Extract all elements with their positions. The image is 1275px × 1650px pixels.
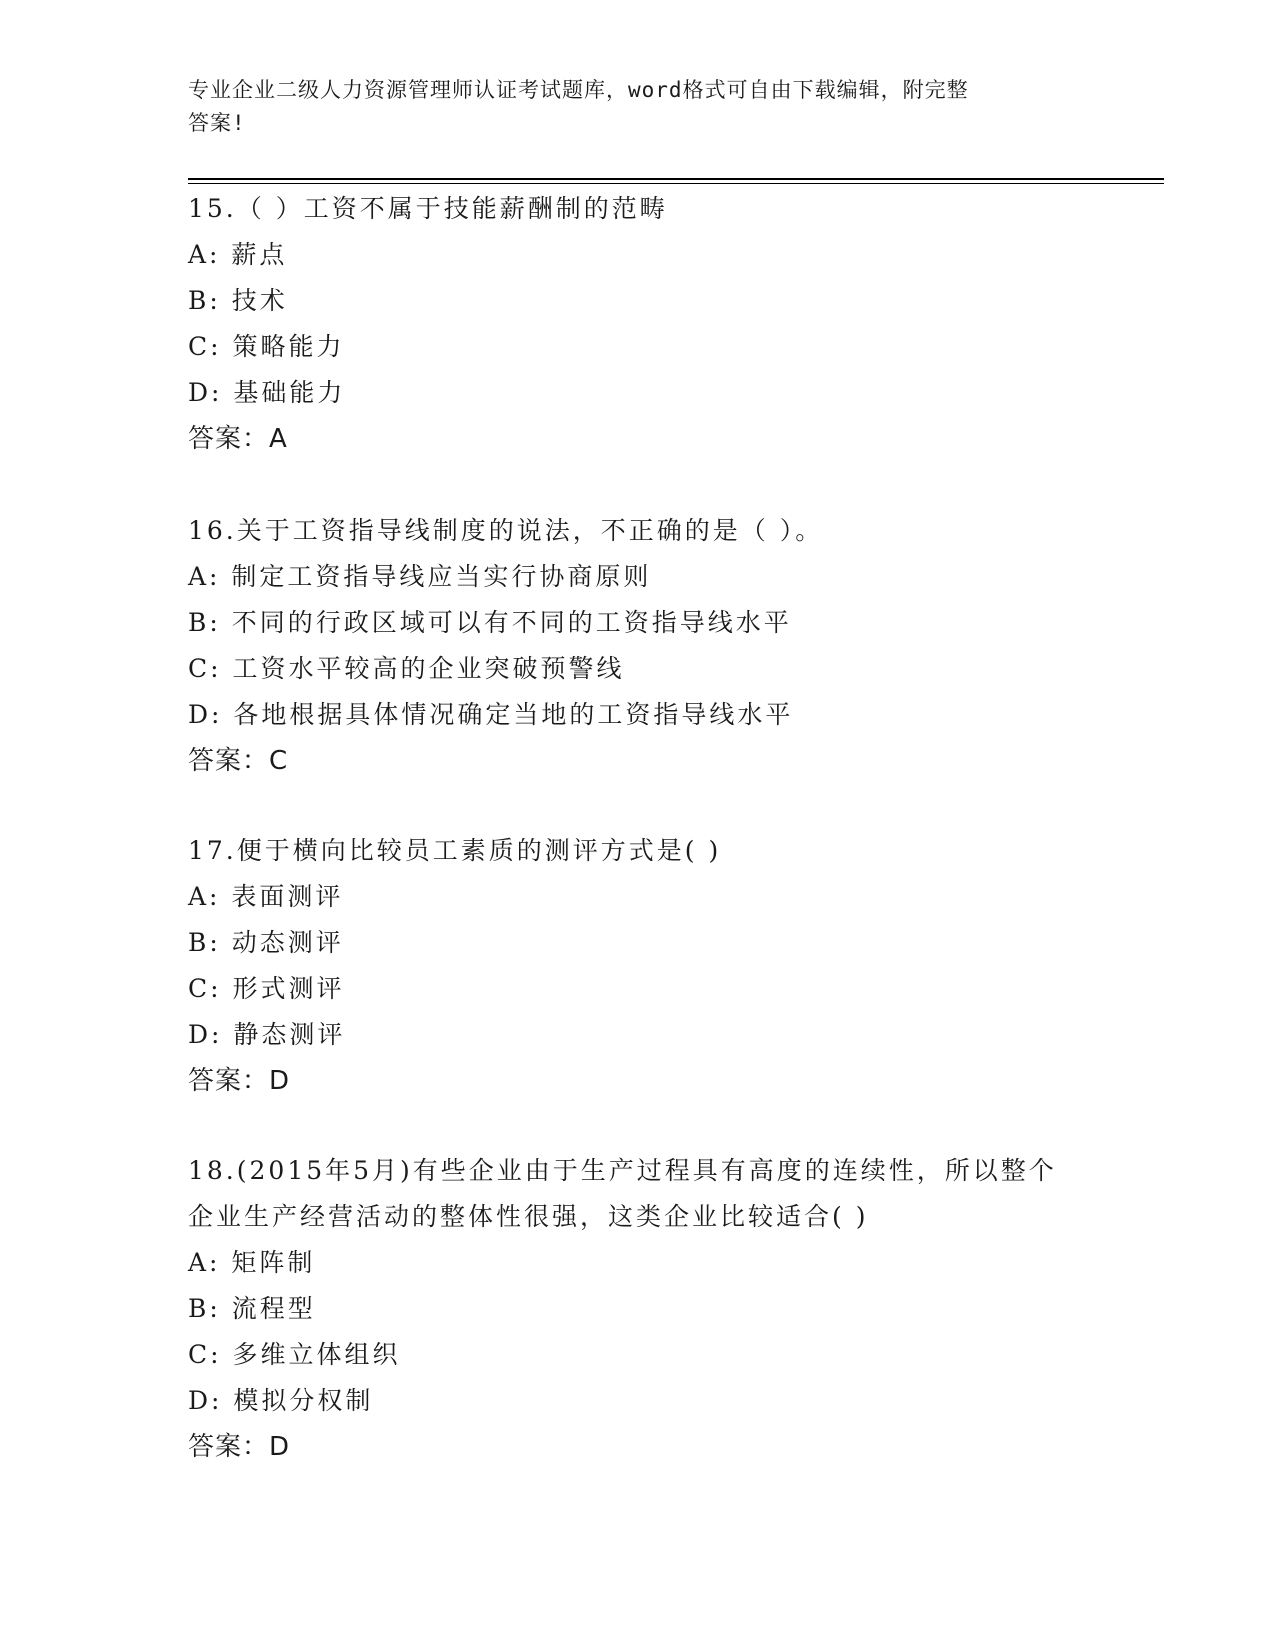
question-16 [188, 508, 1088, 784]
header-rule-thick [188, 178, 1164, 180]
answer-line: 答案：D [188, 1066, 291, 1096]
question-stem: 17.便于横向比较员工素质的测评方式是( ) [188, 836, 722, 865]
option-c: C: 策略能力 [188, 332, 345, 361]
option-b: B: 流程型 [188, 1294, 316, 1323]
header-rule-thin [188, 183, 1164, 184]
question-stem: 15.（ ）工资不属于技能薪酬制的范畴 [188, 194, 668, 223]
question-stem: 16.关于工资指导线制度的说法，不正确的是（ ）。 [188, 516, 824, 545]
option-d: D: 静态测评 [188, 1020, 346, 1049]
option-c: C: 形式测评 [188, 974, 345, 1003]
option-a: A: 矩阵制 [188, 1248, 316, 1277]
option-a: A: 表面测评 [188, 882, 344, 911]
option-c: C: 工资水平较高的企业突破预警线 [188, 654, 625, 683]
header-line-2: 答案! [188, 111, 246, 135]
header-line-1: 专业企业二级人力资源管理师认证考试题库，word格式可自由下载编辑，附完整 [188, 78, 969, 102]
option-b: B: 技术 [188, 286, 288, 315]
option-c: C: 多维立体组织 [188, 1340, 401, 1369]
question-17 [188, 828, 1088, 1104]
question-15 [188, 186, 1088, 462]
answer-line: 答案：A [188, 424, 288, 454]
answer-line: 答案：D [188, 1432, 291, 1462]
question-18 [188, 1148, 1088, 1470]
option-a: A: 薪点 [188, 240, 288, 269]
question-stem-line-1: 18.(2015年5月)有些企业由于生产过程具有高度的连续性，所以整个 [188, 1156, 1057, 1185]
answer-line: 答案：C [188, 746, 289, 776]
option-b: B: 动态测评 [188, 928, 344, 957]
question-stem-line-2: 企业生产经营活动的整体性很强，这类企业比较适合( ) [188, 1202, 869, 1231]
option-b: B: 不同的行政区域可以有不同的工资指导线水平 [188, 608, 792, 637]
document-header [188, 74, 1088, 140]
option-a: A: 制定工资指导线应当实行协商原则 [188, 562, 652, 591]
option-d: D: 模拟分权制 [188, 1386, 374, 1415]
option-d: D: 基础能力 [188, 378, 346, 407]
option-d: D: 各地根据具体情况确定当地的工资指导线水平 [188, 700, 794, 729]
